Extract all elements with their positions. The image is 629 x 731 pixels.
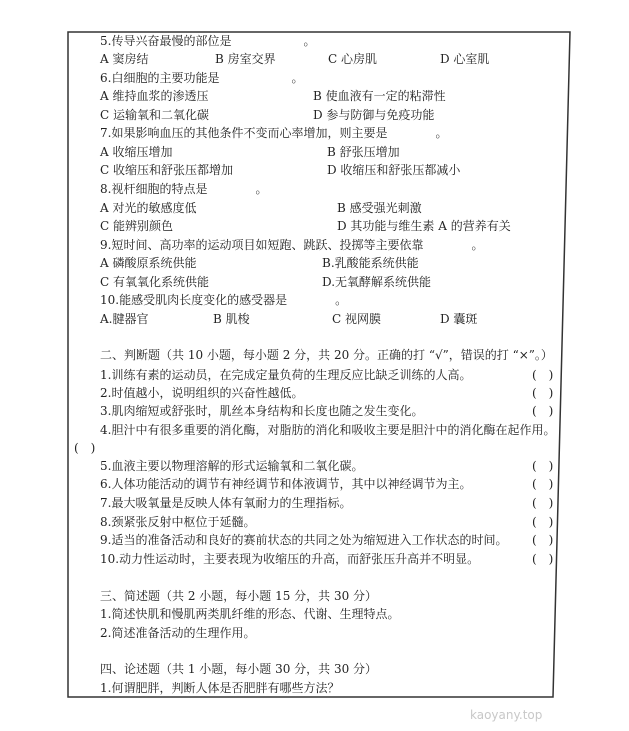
judge-item: 10.动力性运动时，主要表现为收缩压的升高，而舒张压升高并不明显。 xyxy=(100,552,480,566)
answer-paren: ( ) xyxy=(532,552,554,566)
option-d: D 其功能与维生素 A 的营养有关 xyxy=(337,219,511,233)
option-b: B 感受强光刺激 xyxy=(337,201,422,215)
option-a: A 收缩压增加 xyxy=(100,145,173,159)
option-d: D 收缩压和舒张压都减小 xyxy=(327,163,461,177)
option-c: C 运输氧和二氧化碳 xyxy=(100,108,209,122)
question-5: 5.传导兴奋最慢的部位是 。 xyxy=(100,34,316,48)
answer-paren: ( ) xyxy=(532,386,554,400)
option-a: A 磷酸原系统供能 xyxy=(100,256,197,270)
option-a: A 对光的敏感度低 xyxy=(100,201,197,215)
question-7: 7.如果影响血压的其他条件不变而心率增加，则主要是 。 xyxy=(100,126,448,140)
answer-paren: ( ) xyxy=(74,441,96,455)
option-d: D.无氧酵解系统供能 xyxy=(322,275,432,289)
option-d: D 心室肌 xyxy=(440,52,490,66)
question-8: 8.视杆细胞的特点是 。 xyxy=(100,182,268,196)
option-a: A 窦房结 xyxy=(100,52,149,66)
short-item: 1.简述快肌和慢肌两类肌纤维的形态、代谢、生理特点。 xyxy=(100,607,400,621)
answer-paren: ( ) xyxy=(532,515,554,529)
option-b: B 使血液有一定的粘滞性 xyxy=(313,89,446,103)
watermark-text: kaoyany.top xyxy=(470,708,543,722)
answer-paren: ( ) xyxy=(532,459,554,473)
option-c: C 有氧氧化系统供能 xyxy=(100,275,209,289)
judge-item: 9.适当的准备活动和良好的赛前状态的共同之处为缩短进入工作状态的时间。 xyxy=(100,533,508,547)
option-c: C 能辨别颜色 xyxy=(100,219,173,233)
judge-item: 4.胆汁中有很多重要的消化酶，对脂肪的消化和吸收主要是胆汁中的消化酶在起作用。 xyxy=(100,423,556,437)
option-b: B 肌梭 xyxy=(213,312,250,326)
option-b: B.乳酸能系统供能 xyxy=(322,256,419,270)
option-a: A 维持血浆的渗透压 xyxy=(100,89,209,103)
judge-item: 5.血液主要以物理溶解的形式运输氧和二氧化碳。 xyxy=(100,459,364,473)
option-c: C 视网膜 xyxy=(332,312,381,326)
answer-paren: ( ) xyxy=(532,404,554,418)
section-title-short: 三、简述题（共 2 小题，每小题 15 分，共 30 分） xyxy=(100,589,378,603)
judge-item: 3.肌肉缩短或舒张时，肌丝本身结构和长度也随之发生变化。 xyxy=(100,404,424,418)
section-title-judge: 二、判断题（共 10 小题，每小题 2 分，共 20 分。正确的打 “√”，错误的打 “×”。） xyxy=(100,348,553,362)
option-d: D 参与防御与免疫功能 xyxy=(313,108,435,122)
question-10: 10.能感受肌肉长度变化的感受器是 。 xyxy=(100,293,348,307)
section-title-essay: 四、论述题（共 1 小题，每小题 30 分，共 30 分） xyxy=(100,662,378,676)
judge-item: 2.时值越小，说明组织的兴奋性越低。 xyxy=(100,386,304,400)
question-6: 6.白细胞的主要功能是 。 xyxy=(100,71,304,85)
judge-item: 1.训练有素的运动员，在完成定量负荷的生理反应比缺乏训练的人高。 xyxy=(100,368,472,382)
option-c: C 心房肌 xyxy=(328,52,377,66)
answer-paren: ( ) xyxy=(532,533,554,547)
judge-item: 6.人体功能活动的调节有神经调节和体液调节，其中以神经调节为主。 xyxy=(100,477,472,491)
option-c: C 收缩压和舒张压都增加 xyxy=(100,163,233,177)
answer-paren: ( ) xyxy=(532,496,554,510)
option-d: D 囊斑 xyxy=(440,312,478,326)
question-9: 9.短时间、高功率的运动项目如短跑、跳跃、投掷等主要依靠 。 xyxy=(100,238,484,252)
short-item: 2.简述准备活动的生理作用。 xyxy=(100,626,256,640)
option-b: B 房室交界 xyxy=(215,52,276,66)
option-a: A.腱器官 xyxy=(100,312,149,326)
judge-item: 7.最大吸氧量是反映人体有氧耐力的生理指标。 xyxy=(100,496,352,510)
option-b: B 舒张压增加 xyxy=(327,145,400,159)
answer-paren: ( ) xyxy=(532,368,554,382)
judge-item: 8.颈紧张反射中枢位于延髓。 xyxy=(100,515,256,529)
answer-paren: ( ) xyxy=(532,477,554,491)
essay-item: 1.何谓肥胖，判断人体是否肥胖有哪些方法？ xyxy=(100,681,340,695)
